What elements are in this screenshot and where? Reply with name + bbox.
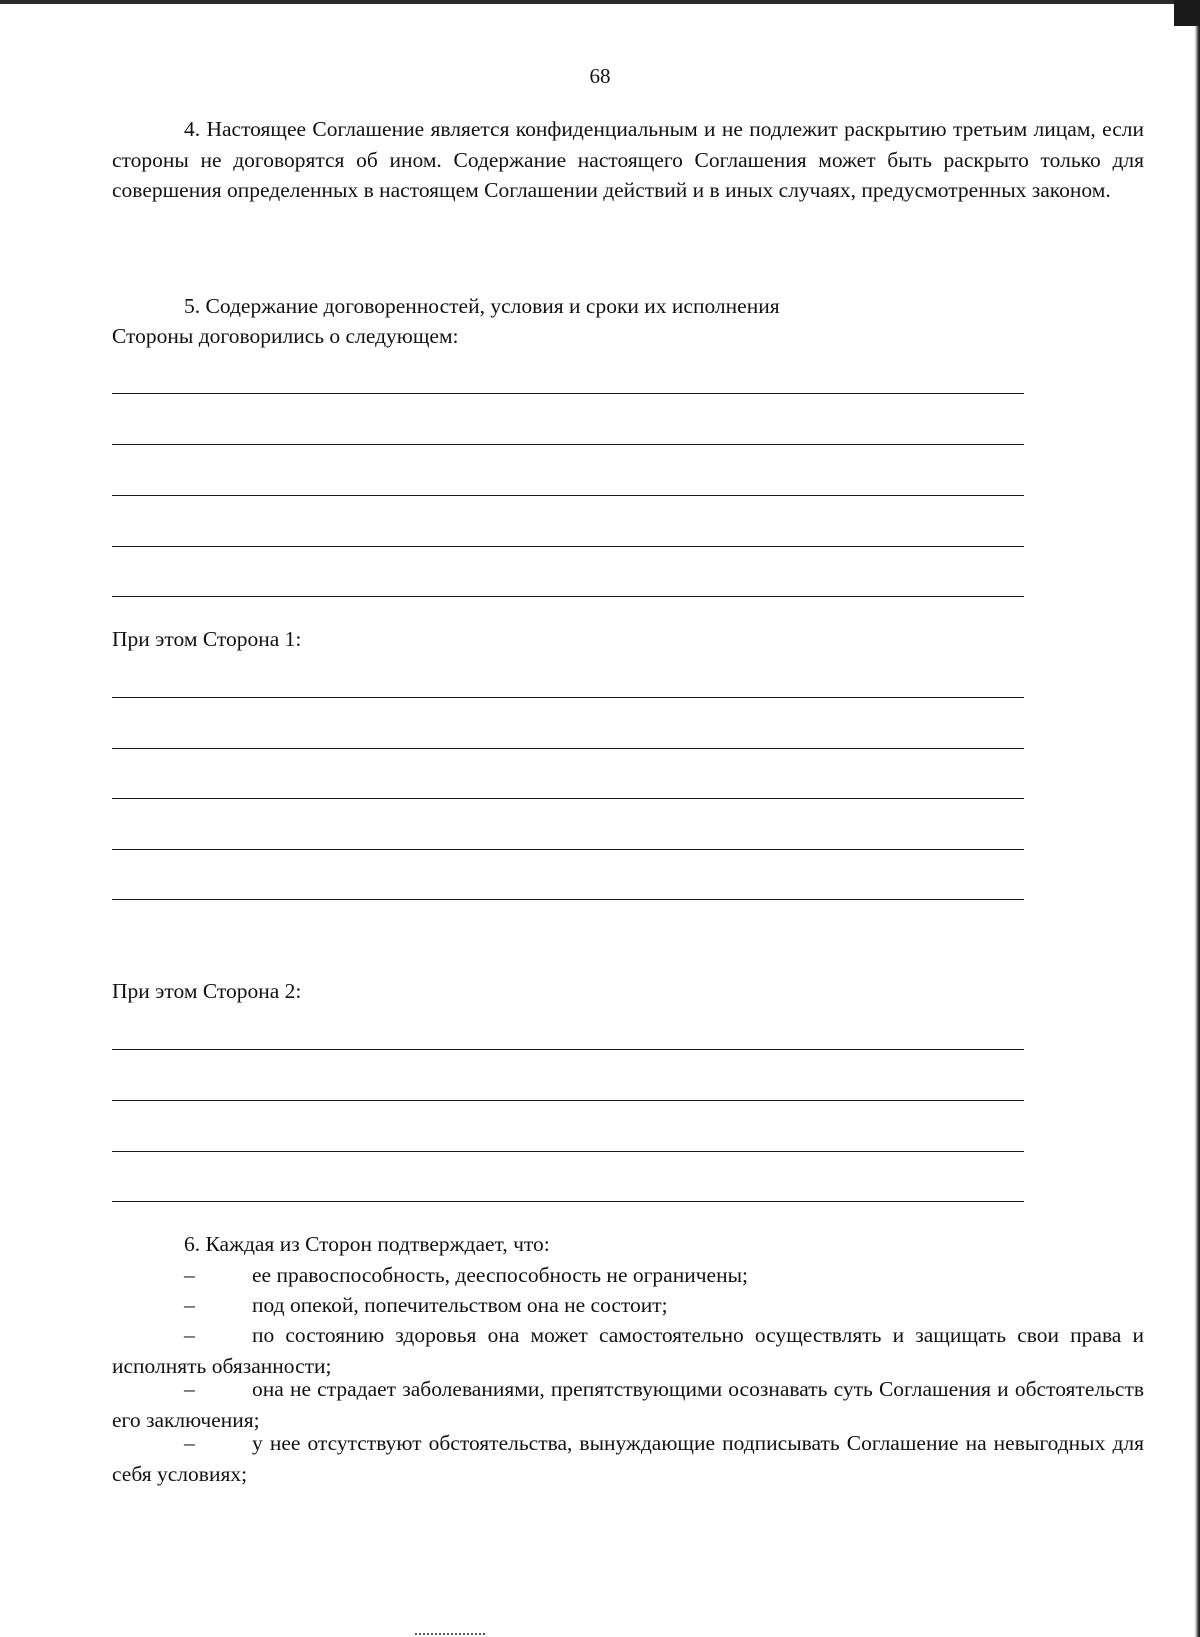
party-1-label: При этом Сторона 1: (112, 627, 302, 651)
blank-line[interactable] (112, 849, 1024, 850)
blank-line[interactable] (112, 393, 1024, 394)
scan-artifact (415, 1633, 485, 1635)
blank-line[interactable] (112, 546, 1024, 547)
list-dash: – (184, 1293, 195, 1317)
scan-border-top (0, 0, 1200, 4)
blank-line[interactable] (112, 1151, 1024, 1152)
party-2-label: При этом Сторона 2: (112, 979, 302, 1003)
blank-line[interactable] (112, 748, 1024, 749)
section-6-heading: 6. Каждая из Сторон подтверждает, что: (184, 1232, 550, 1256)
blank-line[interactable] (112, 596, 1024, 597)
list-dash: – (184, 1323, 195, 1347)
list-item-text: ее правоспособность, дееспособность не ограничены; (252, 1263, 749, 1287)
list-item-text: по состоянию здоровья она может самостоятельно осуществлять и защищать свои права и исполнять обязанности; (112, 1323, 1144, 1378)
list-item-text: под опекой, попечительством она не состоит; (252, 1293, 668, 1317)
list-item (112, 1320, 1144, 1381)
list-dash: – (184, 1431, 195, 1455)
list-item (112, 1290, 1144, 1321)
blank-line[interactable] (112, 899, 1024, 900)
blank-line[interactable] (112, 495, 1024, 496)
section-5-intro: Стороны договорились о следующем: (112, 324, 459, 348)
list-item (112, 1260, 1144, 1291)
page-number: 68 (589, 64, 611, 88)
scan-border-right (1194, 0, 1200, 1637)
section-5-heading: 5. Содержание договоренностей, условия и сроки их исполнения (184, 294, 780, 318)
blank-line[interactable] (112, 444, 1024, 445)
list-dash: – (184, 1377, 195, 1401)
list-dash: – (184, 1263, 195, 1287)
blank-line[interactable] (112, 1201, 1024, 1202)
scan-corner-mark (1174, 0, 1200, 26)
list-item (112, 1374, 1144, 1435)
blank-line[interactable] (112, 1049, 1024, 1050)
list-item-text: она не страдает заболеваниями, препятствующими осознавать суть Соглашения и обстоятельств его заключения; (112, 1377, 1144, 1432)
blank-line[interactable] (112, 798, 1024, 799)
blank-line[interactable] (112, 1100, 1024, 1101)
section-4-paragraph: 4. Настоящее Соглашение является конфиденциальным и не подлежит раскрытию третьим лицам, если стороны не договорятся об ином. Содержание настоящего Соглашения может быть раскрыто только для совершения определенных в настоящем Соглашении действий и в иных случаях, предусмотренных законом. (112, 117, 1144, 202)
list-item (112, 1428, 1144, 1489)
list-item-text: у нее отсутствуют обстоятельства, вынуждающие подписывать Соглашение на невыгодных для себя условиях; (112, 1431, 1144, 1486)
blank-line[interactable] (112, 697, 1024, 698)
